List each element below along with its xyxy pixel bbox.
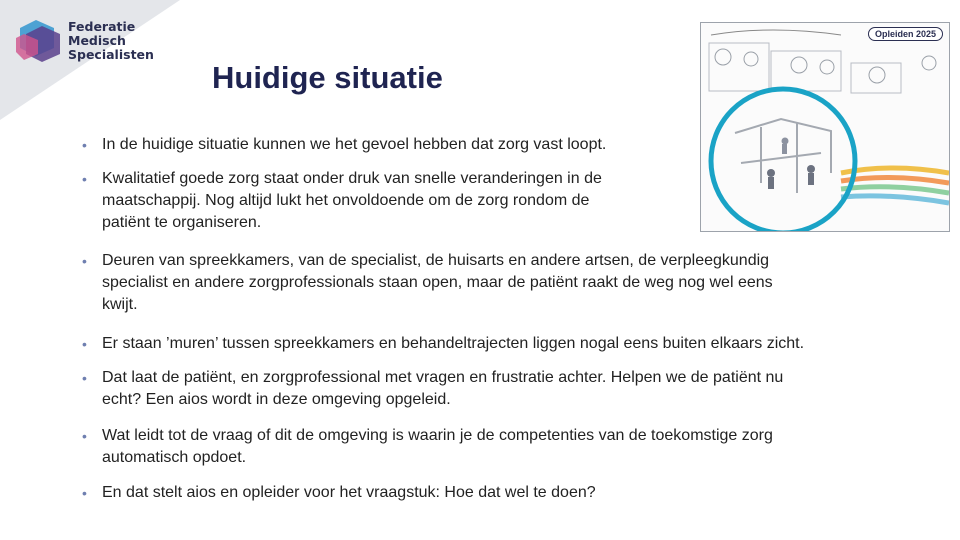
bullet-item — [80, 250, 773, 316]
bullet-dot-icon: • — [82, 336, 87, 352]
bullet-line: Deuren van spreekkamers, van de specialist, de huisarts en andere artsen, de verpleegkundig — [102, 252, 770, 269]
illustration-figure — [700, 22, 950, 232]
bullet-dot-icon: • — [82, 253, 87, 269]
bullet-line: Wat leidt tot de vraag of dit de omgeving is waarin je de competenties van de toekomstige zorg — [102, 427, 773, 444]
bullet-line: In de huidige situatie kunnen we het gevoel hebben dat zorg vast loopt. — [102, 136, 607, 153]
bullet-line: automatisch opdoet. — [102, 449, 247, 466]
bullet-item — [80, 333, 804, 355]
bullet-dot-icon: • — [82, 428, 87, 444]
highlight-circle — [711, 89, 855, 231]
logo-line-1: Federatie — [68, 19, 136, 34]
bullet-line: En dat stelt aios en opleider voor het vraagstuk: Hoe dat wel te doen? — [102, 484, 596, 501]
logo-text — [68, 20, 154, 62]
figure-badge: Opleiden 2025 — [868, 27, 943, 41]
bullet-dot-icon: • — [82, 370, 87, 386]
bullet-item — [80, 482, 596, 504]
bullet-item — [80, 168, 602, 234]
healthcare-illustration — [701, 23, 949, 231]
bullet-line: echt? Een aios wordt in deze omgeving opgeleid. — [102, 391, 451, 408]
bullet-line: specialist en andere zorgprofessionals staan open, maar de patiënt raakt de weg nog wel eens — [102, 274, 773, 291]
bullet-line: maatschappij. Nog altijd lukt het onvoldoende om de zorg rondom de — [102, 192, 590, 209]
bullet-line: Kwalitatief goede zorg staat onder druk van snelle veranderingen in de — [102, 170, 602, 187]
bullet-item — [80, 367, 783, 411]
bullet-dot-icon: • — [82, 171, 87, 187]
bullet-line: kwijt. — [102, 296, 138, 313]
federatie-logo-icon — [14, 16, 64, 66]
bullet-dot-icon: • — [82, 485, 87, 501]
bullet-item — [80, 134, 606, 156]
logo-line-2: Medisch — [68, 33, 126, 48]
bullet-dot-icon: • — [82, 137, 87, 153]
bullet-line: Dat laat de patiënt, en zorgprofessional met vragen en frustratie achter. Helpen we de patiënt nu — [102, 369, 784, 386]
logo-line-3: Specialisten — [68, 47, 154, 62]
bullet-item — [80, 425, 773, 469]
page-title: Huidige situatie — [212, 60, 443, 95]
bullet-line: Er staan ’muren’ tussen spreekkamers en behandeltrajecten liggen nogal eens buiten elkaars zicht. — [102, 335, 805, 352]
bullet-line: patiënt te organiseren. — [102, 214, 262, 231]
